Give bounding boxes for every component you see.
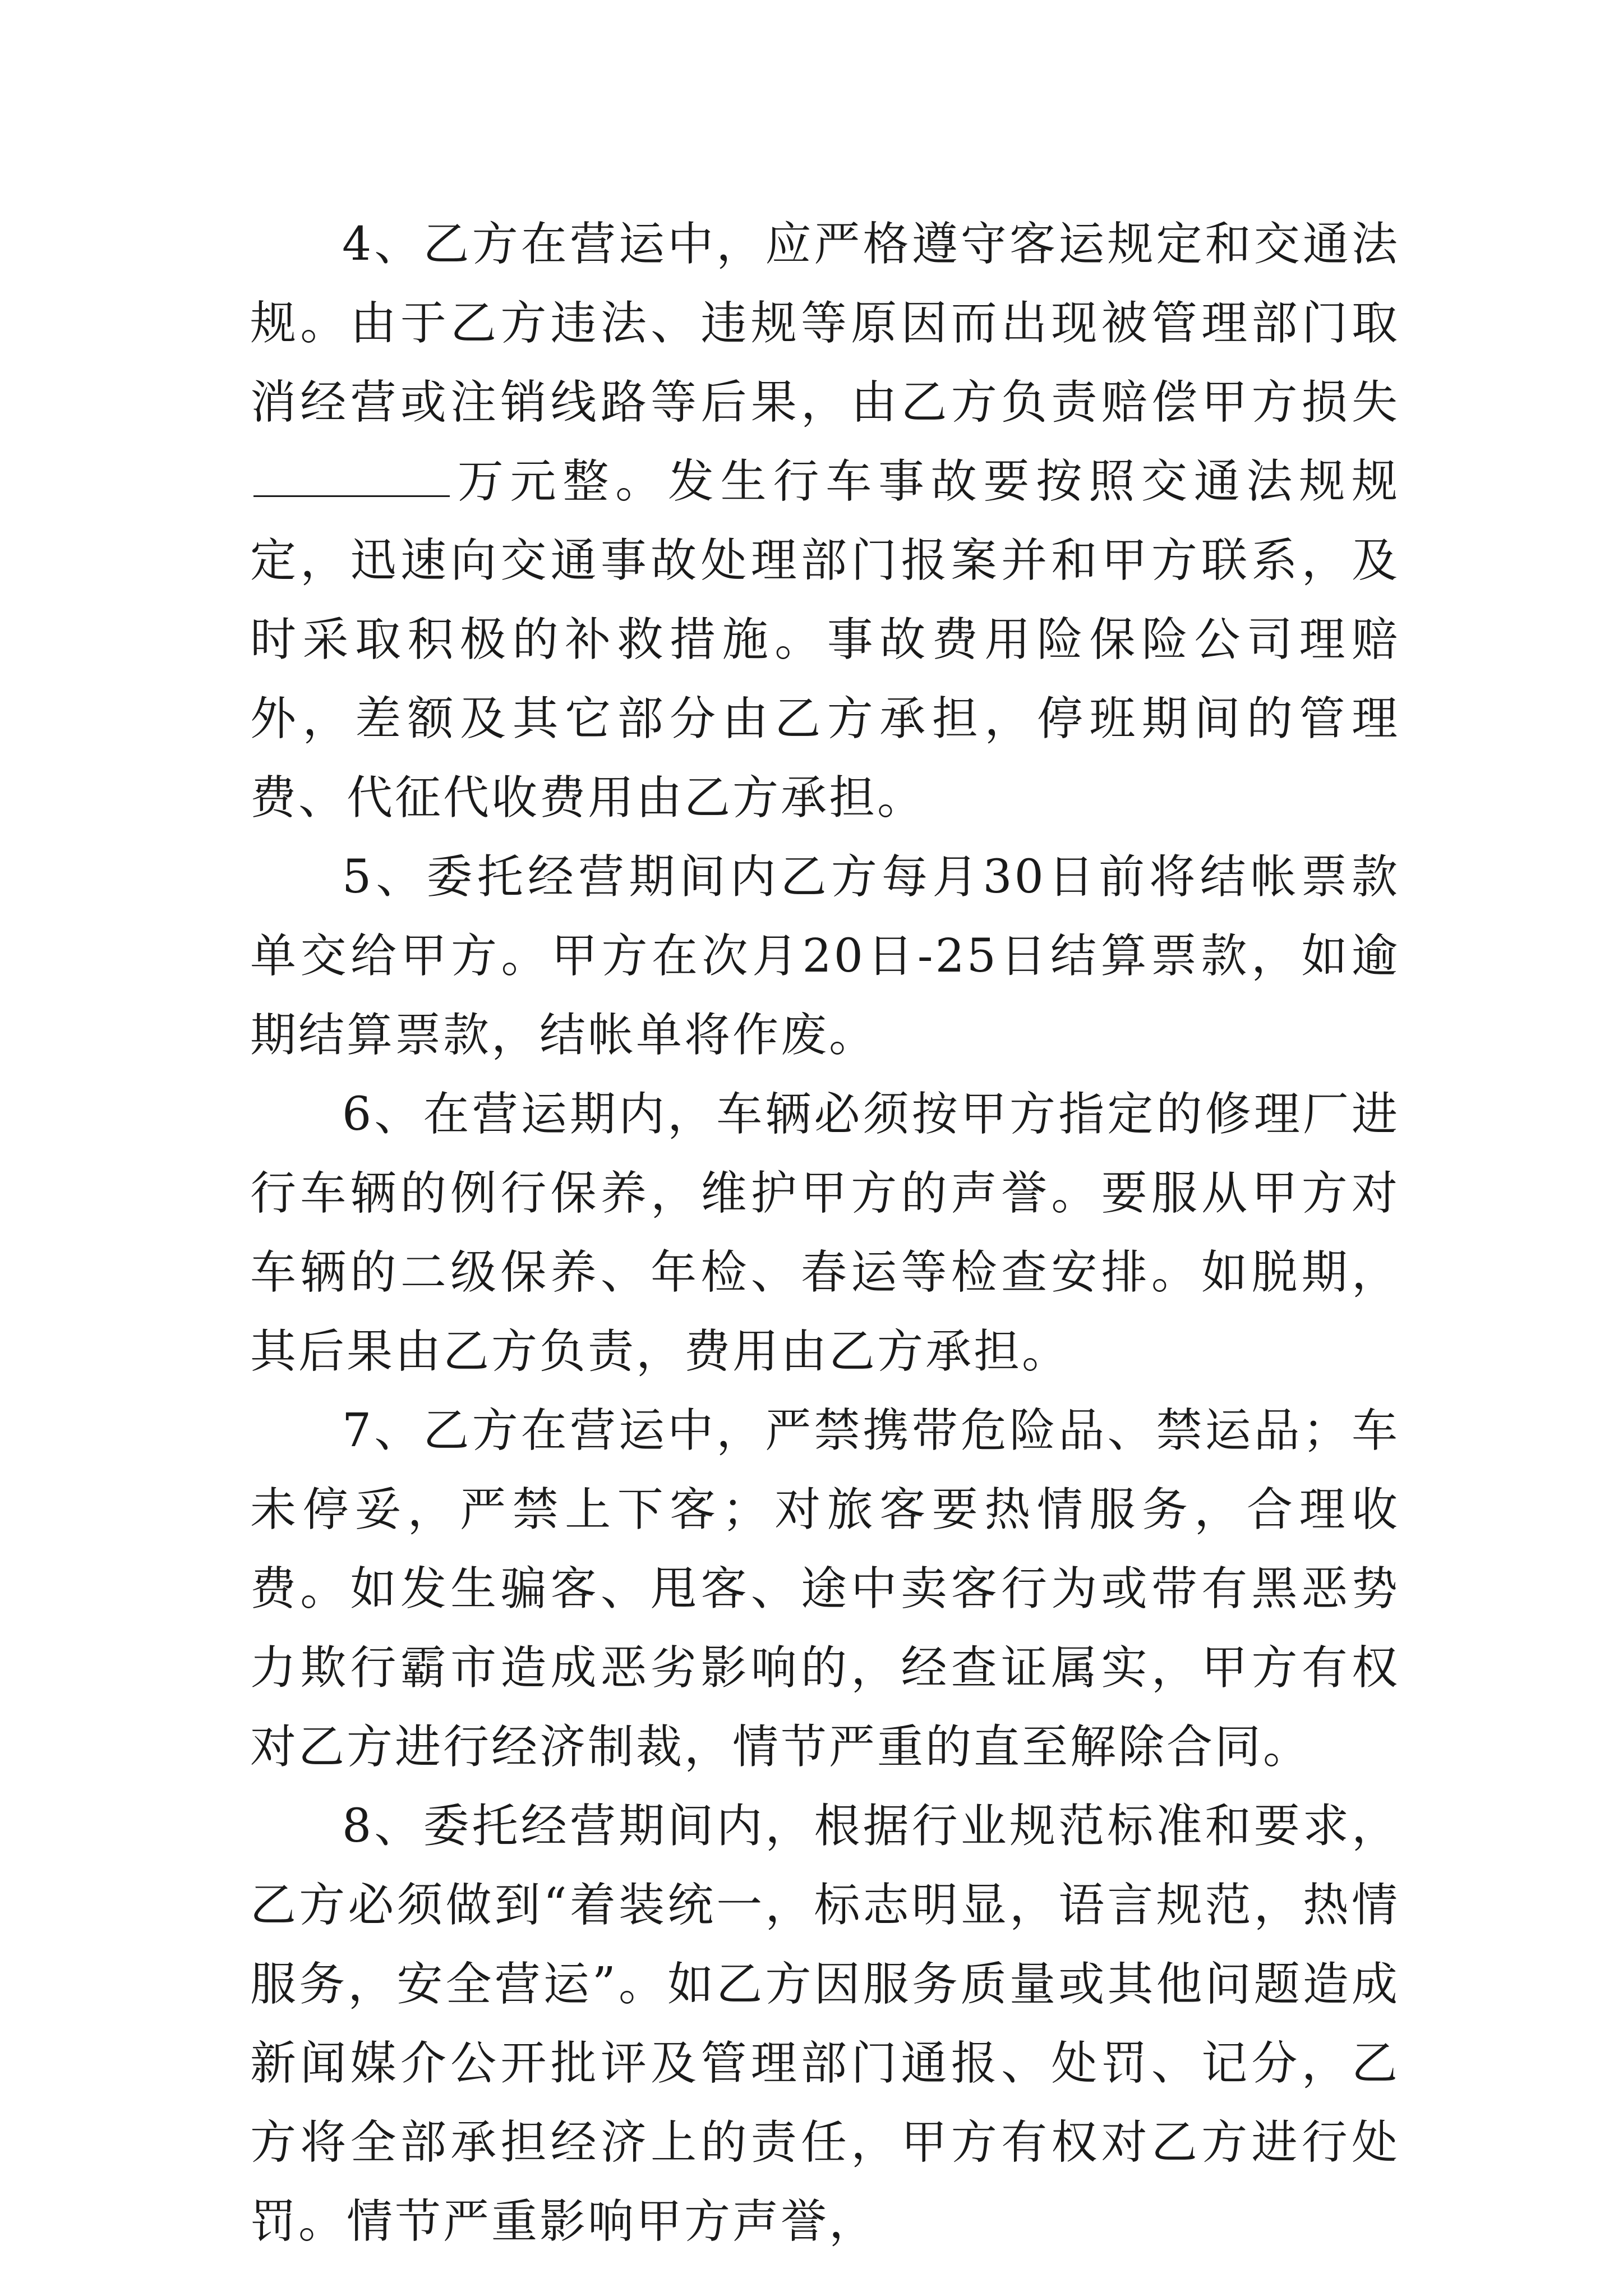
clause-5-paragraph: 5、委托经营期间内乙方每月30日前将结帐票款单交给甲方。甲方在次月20日-25日结算票款，如逾期结算票款，结帐单将作废。	[250, 850, 1400, 1062]
document-body	[250, 205, 1400, 2261]
clause-4-text-before: 4、乙方在营运中，应严格遵守客运规定和交通法规。由于乙方违法、违规等原因而出现被管理部门取消经营或注销线路等后果，由乙方负责赔偿甲方损失	[250, 218, 1400, 429]
clause-4-text-after: 万元整。发生行车事故要按照交通法规规定，迅速向交通事故处理部门报案并和甲方联系，及时采取积极的补救措施。事故费用险保险公司理赔外，差额及其它部分由乙方承担，停班期间的管理费、代征代收费用由乙方承担。	[250, 455, 1400, 825]
clause-6-paragraph: 6、在营运期内，车辆必须按甲方指定的修理厂进行车辆的例行保养，维护甲方的声誉。要服从甲方对车辆的二级保养、年检、春运等检查安排。如脱期，其后果由乙方负责，费用由乙方承担。	[250, 1088, 1400, 1378]
amount-blank-line	[253, 456, 450, 497]
clause-4-paragraph	[250, 205, 1400, 838]
clause-8-paragraph: 8、委托经营期间内，根据行业规范标准和要求，乙方必须做到“着装统一，标志明显，语言规范，热情服务，安全营运”。如乙方因服务质量或其他问题造成新闻媒介公开批评及管理部门通报、处罚、记分，乙方将全部承担经济上的责任，甲方有权对乙方进行处罚。情节严重影响甲方声誉，	[250, 1800, 1400, 2248]
clause-7-paragraph: 7、乙方在营运中，严禁携带危险品、禁运品；车未停妥，严禁上下客；对旅客要热情服务，合理收费。如发生骗客、甩客、途中卖客行为或带有黑恶势力欺行霸市造成恶劣影响的，经查证属实，甲方有权对乙方进行经济制裁，情节严重的直至解除合同。	[250, 1404, 1400, 1774]
